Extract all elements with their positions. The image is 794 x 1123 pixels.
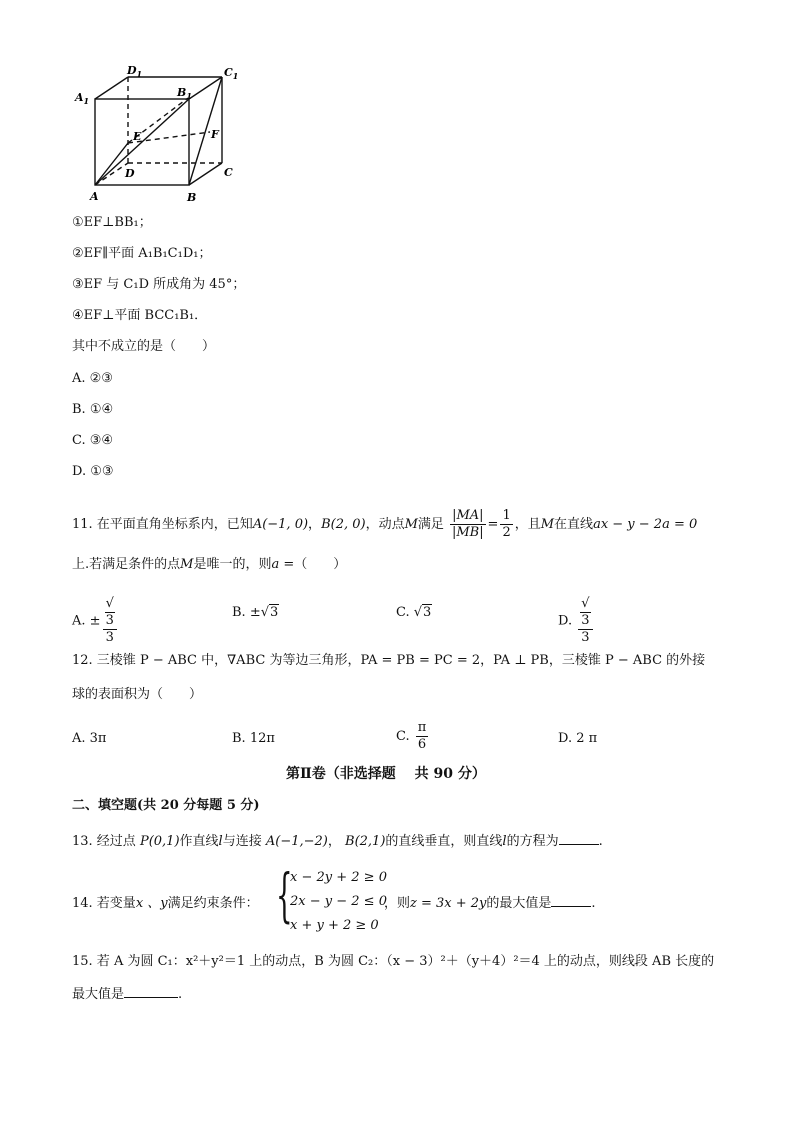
q10-option-d[interactable]: D. ①③ xyxy=(72,464,114,479)
cube-figure xyxy=(70,60,250,210)
q11-stem: 11. 在平面直角坐标系内，已知A(−1, 0)，B(2, 0)，动点M满足 $\frac{|MA|}{|MB|}$ = $\frac{1}{2}$ ，且M在直线ax − y − 2a = 0 xyxy=(72,508,698,540)
label-B: B xyxy=(187,191,197,204)
edge-AD xyxy=(95,163,128,185)
constraint-2: 2x − y − 2 ≤ 0 xyxy=(290,894,387,909)
q12-option-b[interactable]: B. 12π xyxy=(232,731,275,746)
constraint-brace: { xyxy=(276,861,293,929)
edge-A1D1 xyxy=(95,77,128,99)
label-C: C xyxy=(224,166,233,179)
q11-stem-line2: 上.若满足条件的点M是唯一的，则a =（ ） xyxy=(72,557,347,572)
answer-blank[interactable] xyxy=(124,997,178,998)
q11-option-c[interactable]: C. √3 xyxy=(396,605,432,620)
fill-blank-header: 二、填空题(共 20 分每题 5 分) xyxy=(72,798,260,813)
q15-stem: 15. 若 A 为圆 C₁：x²＋y²＝1 上的动点，B 为圆 C₂：（x − 3）²＋（y＋4）²＝4 上的动点，则线段 AB 长度的 xyxy=(72,954,715,969)
label-B1: $B_1$ xyxy=(177,86,192,101)
q10-option-a[interactable]: A. ②③ xyxy=(72,371,113,386)
constraint-1: x − 2y + 2 ≥ 0 xyxy=(290,870,387,885)
label-E: E xyxy=(133,130,142,143)
q11-option-a[interactable]: A. ± √ 3 3 xyxy=(72,596,119,646)
section-title: 第Ⅱ卷（非选择题 共 90 分） xyxy=(286,766,486,782)
q13-stem: 13. 经过点 P(0,1)作直线l与连接 A(−1,−2)， B(2,1)的直线垂直，则直线l的方程为 . xyxy=(72,834,603,849)
statement-2: ②EF∥平面 A₁B₁C₁D₁； xyxy=(72,246,212,261)
label-C1: $C_1$ xyxy=(224,66,239,81)
q12-option-d[interactable]: D. 2 π xyxy=(558,731,598,746)
label-D1: $D_1$ xyxy=(127,64,143,79)
statement-1: ①EF⊥BB₁； xyxy=(72,215,152,230)
answer-blank[interactable] xyxy=(559,844,599,845)
constraint-3: x + y + 2 ≥ 0 xyxy=(290,918,379,933)
edge-B1C1 xyxy=(189,77,222,99)
q15-stem-line2: 最大值是 . xyxy=(72,987,183,1002)
edge-BC xyxy=(189,163,222,185)
label-A: A xyxy=(90,190,99,203)
q11-option-d[interactable]: D. √ 3 3 xyxy=(558,596,595,646)
q12-option-a[interactable]: A. 3π xyxy=(72,731,107,746)
q12-stem: 12. 三棱锥 P − ABC 中，∇ABC 为等边三角形，PA = PB = PC = 2，PA ⊥ PB，三棱锥 P − ABC 的外接 xyxy=(72,653,706,668)
statement-4: ④EF⊥平面 BCC₁B₁． xyxy=(72,308,208,323)
answer-blank[interactable] xyxy=(551,906,591,907)
diagonal-AB1 xyxy=(95,99,189,185)
q10-option-b[interactable]: B. ①④ xyxy=(72,402,114,417)
half-fraction: $\frac{1}{2}$ xyxy=(502,508,511,540)
q10-stem: 其中不成立的是（ ） xyxy=(72,339,216,354)
label-A1: $A_1$ xyxy=(75,91,90,106)
q10-option-c[interactable]: C. ③④ xyxy=(72,433,114,448)
statement-3: ③EF 与 C₁D 所成角为 45°； xyxy=(72,277,246,292)
segment-AE xyxy=(95,143,128,185)
q11-option-b[interactable]: B. ±√3 xyxy=(232,605,279,620)
ratio-fraction: $\frac{|MA|}{|MB|}$ xyxy=(451,508,484,540)
label-F: F xyxy=(211,128,219,141)
q14-stem-tail: ，则z = 3x + 2y的最大值是 . xyxy=(384,896,596,911)
q12-option-c[interactable]: C. $\frac{\pi}{6}$ xyxy=(396,720,427,752)
label-D: D xyxy=(125,167,135,180)
q14-stem: 14. 若变量x 、y满足约束条件： xyxy=(72,896,259,911)
q12-stem-line2: 球的表面积为（ ） xyxy=(72,687,203,702)
